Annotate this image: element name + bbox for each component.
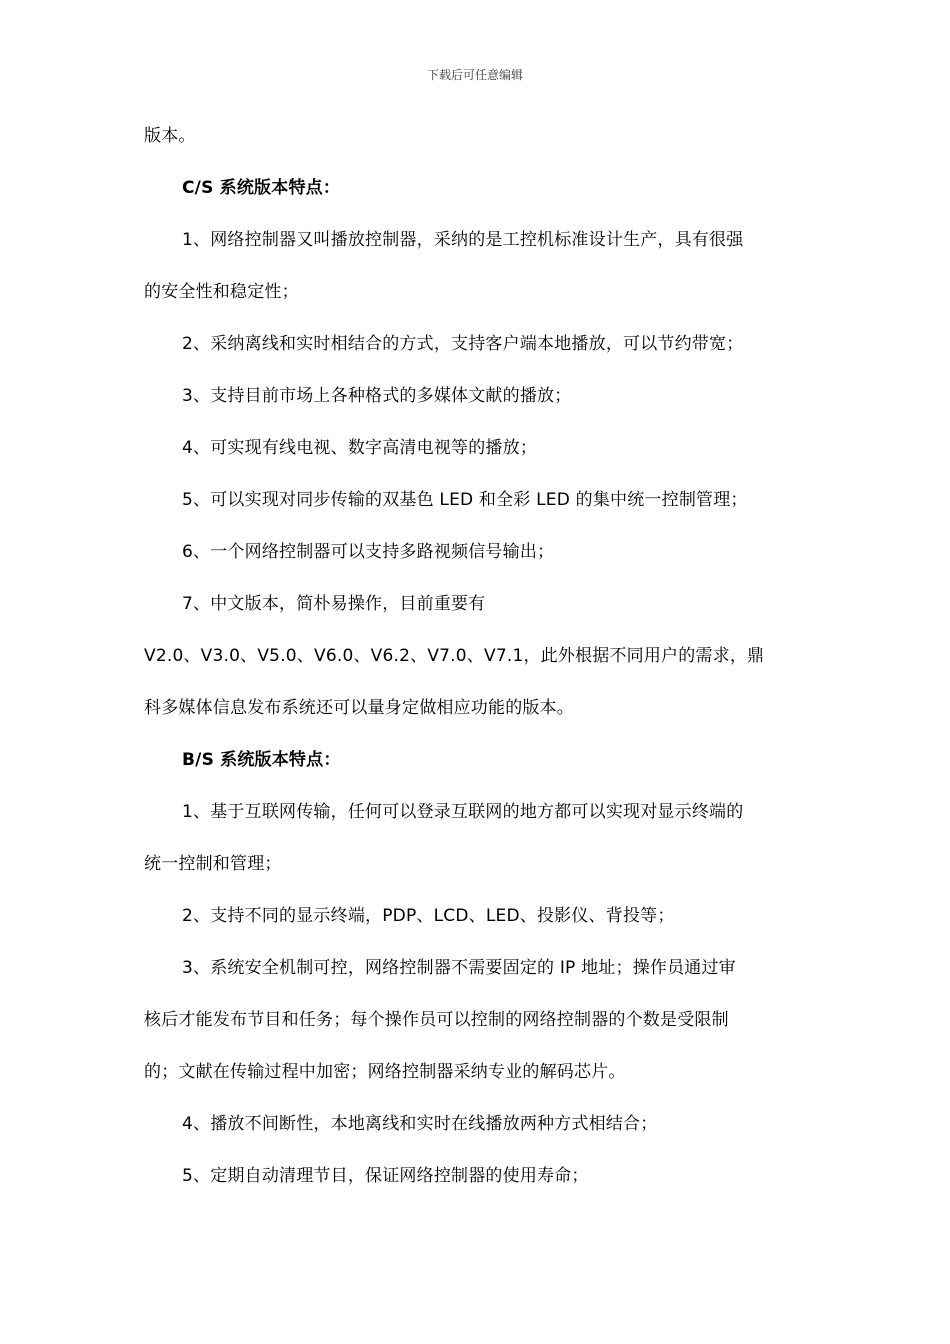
paragraph-line: 5、可以实现对同步传输的双基色 LED 和全彩 LED 的集中统一控制管理；	[182, 490, 748, 510]
paragraph-line: 2、采纳离线和实时相结合的方式，支持客户端本地播放，可以节约带宽；	[182, 334, 744, 354]
paragraph-line: 4、播放不间断性，本地离线和实时在线播放两种方式相结合；	[182, 1114, 658, 1134]
paragraph-line: 版本。	[144, 126, 196, 146]
section-heading: B/S 系统版本特点：	[182, 750, 341, 770]
section-heading: C/S 系统版本特点：	[182, 178, 341, 198]
paragraph-line: 的安全性和稳定性；	[144, 282, 299, 302]
paragraph-line: 4、可实现有线电视、数字高清电视等的播放；	[182, 438, 538, 458]
paragraph-line: 6、一个网络控制器可以支持多路视频信号输出；	[182, 542, 555, 562]
page-header-note: 下载后可任意编辑	[426, 68, 523, 82]
paragraph-line: 科多媒体信息发布系统还可以量身定做相应功能的版本。	[144, 698, 574, 718]
paragraph-line: 核后才能发布节目和任务；每个操作员可以控制的网络控制器的个数是受限制	[144, 1010, 729, 1030]
document-body	[144, 118, 808, 1210]
paragraph-line: 3、系统安全机制可控，网络控制器不需要固定的 IP 地址；操作员通过审	[182, 958, 736, 978]
paragraph-line: 3、支持目前市场上各种格式的多媒体文献的播放；	[182, 386, 572, 406]
paragraph-line: 5、定期自动清理节目，保证网络控制器的使用寿命；	[182, 1166, 589, 1186]
paragraph-line: 的；文献在传输过程中加密；网络控制器采纳专业的解码芯片。	[144, 1062, 626, 1082]
paragraph-line: 1、基于互联网传输，任何可以登录互联网的地方都可以实现对显示终端的	[182, 802, 744, 822]
paragraph-line: 7、中文版本，简朴易操作，目前重要有	[182, 594, 486, 614]
paragraph-line: 2、支持不同的显示终端，PDP、LCD、LED、投影仪、背投等；	[182, 906, 675, 926]
paragraph-line: 统一控制和管理；	[144, 854, 282, 874]
paragraph-line: V2.0、V3.0、V5.0、V6.0、V6.2、V7.0、V7.1，此外根据不同用户的需求，鼎	[144, 646, 765, 666]
paragraph-line: 1、网络控制器又叫播放控制器，采纳的是工控机标准设计生产，具有很强	[182, 230, 744, 250]
